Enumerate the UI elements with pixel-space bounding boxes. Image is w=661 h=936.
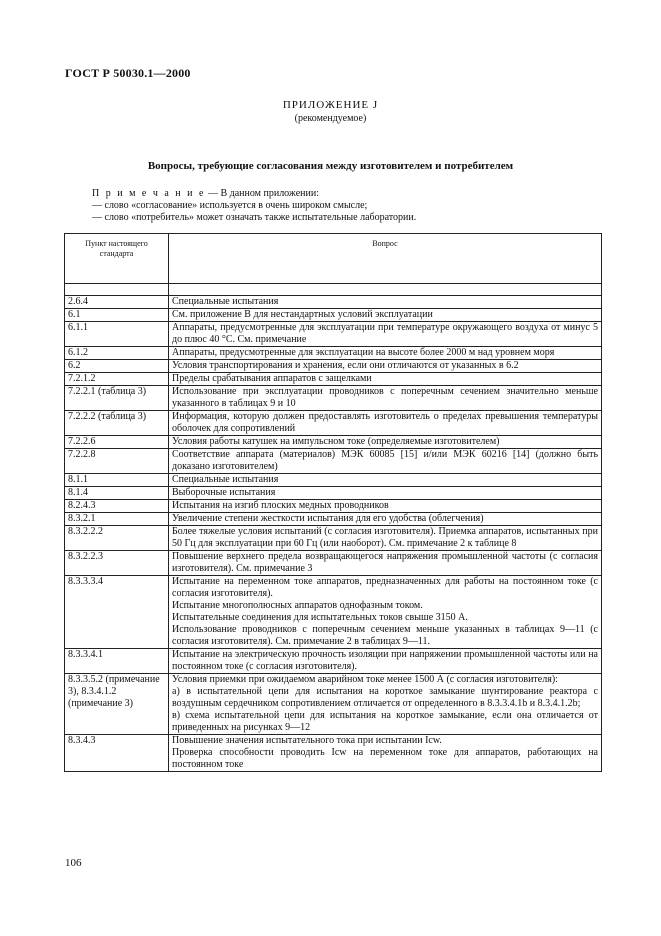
question-cell (169, 674, 602, 735)
table-row (65, 500, 602, 513)
question-line: Выборочные испытания (172, 487, 276, 498)
note-intro-text: — В данном приложении: (205, 188, 319, 199)
question-line: Условия транспортирования и хранения, если они отличаются от указанных в 6.2 (172, 360, 519, 371)
table-row (65, 474, 602, 487)
question-line: Испытательные соединения для испытательных токов свыше 3150 А. (172, 612, 468, 623)
clause-cell: 8.3.3.3.4 (65, 576, 169, 649)
question-cell (169, 500, 602, 513)
clause-cell: 8.3.2.2.2 (65, 526, 169, 551)
clause-cell: 7.2.2.1 (таблица 3) (65, 386, 169, 411)
question-line: Повышение значения испытательного тока при испытании Icw. (172, 735, 442, 746)
question-cell (169, 474, 602, 487)
table-row (65, 296, 602, 309)
table-spacer-row (65, 284, 602, 296)
question-cell (169, 526, 602, 551)
page-number: 106 (65, 857, 82, 869)
question-cell (169, 551, 602, 576)
spacer-cell (169, 284, 602, 296)
section-heading: Вопросы, требующие согласования между изготовителем и потребителем (147, 160, 514, 172)
question-line: Аппараты, предусмотренные для эксплуатации при температуре окружающего воздуха от минус 5 до плюс 40 °С. См. примечание (172, 322, 598, 345)
question-cell (169, 360, 602, 373)
clause-cell: 8.3.3.4.1 (65, 649, 169, 674)
question-cell (169, 576, 602, 649)
question-cell (169, 436, 602, 449)
question-cell (169, 309, 602, 322)
table-row (65, 322, 602, 347)
question-line: Испытание на электрическую прочность изоляции при напряжении промышленной частоты или на постоянном токе (с согласия изготовителя). (172, 649, 598, 672)
clause-cell: 8.1.1 (65, 474, 169, 487)
question-cell (169, 411, 602, 436)
clause-cell: 8.3.4.3 (65, 735, 169, 772)
table-row (65, 576, 602, 649)
question-line: Условия приемки при ожидаемом аварийном токе менее 1500 А (с согласия изготовителя): (172, 674, 558, 685)
table-row (65, 526, 602, 551)
clause-cell: 6.2 (65, 360, 169, 373)
table-row (65, 551, 602, 576)
spacer-cell (65, 284, 169, 296)
agreement-table (64, 233, 602, 772)
appendix-title: ПРИЛОЖЕНИЕ J (282, 99, 379, 111)
table-row (65, 735, 602, 772)
clause-cell: 8.3.3.5.2 (примечание 3), 8.3.4.1.2 (примечание 3) (65, 674, 169, 735)
question-cell (169, 347, 602, 360)
table-body (65, 284, 602, 772)
question-cell (169, 322, 602, 347)
table-row (65, 373, 602, 386)
clause-cell: 6.1 (65, 309, 169, 322)
table-row (65, 649, 602, 674)
table-row (65, 487, 602, 500)
question-cell (169, 296, 602, 309)
question-line: в) схема испытательной цепи для испытания на короткое замыкание, если она отличается от приведенных на рисунках 9—12 (172, 710, 598, 733)
question-line: Условия работы катушек на импульсном токе (определяемые изготовителем) (172, 436, 500, 447)
page-header: ГОСТ Р 50030.1—2000 (65, 66, 191, 80)
table-row (65, 360, 602, 373)
table-row (65, 436, 602, 449)
question-line: Специальные испытания (172, 296, 279, 307)
table-header-row (65, 234, 602, 284)
question-line: Повышение верхнего предела возвращающегося напряжения промышленной частоты (с согласия изготовителя). См. примечание 3 (172, 551, 598, 574)
note-line: — слово «потребитель» может означать также испытательные лаборатории. (92, 212, 417, 223)
clause-cell: 2.6.4 (65, 296, 169, 309)
appendix-subtitle: (рекомендуемое) (294, 113, 367, 124)
question-line: Соответствие аппарата (материалов) МЭК 60085 [15] и/или МЭК 60216 [14] (должно быть доказано изготовителем) (172, 449, 598, 472)
question-line: Специальные испытания (172, 474, 279, 485)
question-line: Испытание на переменном токе аппаратов, предназначенных для работы на постоянном токе (с согласия изготовителя). (172, 576, 598, 599)
question-line: Аппараты, предусмотренные для эксплуатации на высоте более 2000 м над уровнем моря (172, 347, 555, 358)
note-intro (92, 188, 416, 200)
clause-cell: 8.2.4.3 (65, 500, 169, 513)
table-row (65, 513, 602, 526)
question-line: Использование при эксплуатации проводников с поперечным сечением значительно меньше указанного в таблицах 9 и 10 (172, 386, 598, 409)
clause-cell: 7.2.2.2 (таблица 3) (65, 411, 169, 436)
note-block (92, 188, 416, 224)
column-header-clause: Пункт настоящего стандарта (65, 234, 169, 284)
question-cell (169, 513, 602, 526)
clause-cell: 7.2.1.2 (65, 373, 169, 386)
question-cell (169, 649, 602, 674)
clause-cell: 7.2.2.6 (65, 436, 169, 449)
note-line: — слово «согласование» используется в очень широком смысле; (92, 200, 368, 211)
clause-cell: 7.2.2.8 (65, 449, 169, 474)
table-row (65, 347, 602, 360)
question-cell (169, 735, 602, 772)
clause-cell: 6.1.2 (65, 347, 169, 360)
column-header-question: Вопрос (169, 234, 602, 284)
question-line: а) в испытательной цепи для испытания на короткое замыкание шунтирование реактора с воздушным сердечником сопротивлением отличается от определенного в 8.3.3.4.1b и 8.3.4.1.2b; (172, 686, 598, 709)
question-line: Использование проводников с поперечным сечением меньше указанных в таблицах 9—11 (с согласия изготовителя). См. примечание 2 в таблицах 9—11. (172, 624, 598, 647)
question-line: Увеличение степени жесткости испытания для его удобства (облегчения) (172, 513, 484, 524)
question-cell (169, 449, 602, 474)
question-line: Испытания на изгиб плоских медных проводников (172, 500, 389, 511)
question-line: См. приложение B для нестандартных условий эксплуатации (172, 309, 433, 320)
clause-cell: 8.3.2.1 (65, 513, 169, 526)
question-line: Пределы срабатывания аппаратов с защелками (172, 373, 372, 384)
question-line: Более тяжелые условия испытаний (с согласия изготовителя). Приемка аппаратов, испытанных при 50 Гц для эксплуатации при 60 Гц (или наоборот). См. примечание 2 к таблице 8 (172, 526, 598, 549)
table-row (65, 674, 602, 735)
note-label: П р и м е ч а н и е (92, 188, 206, 199)
table-row (65, 309, 602, 322)
question-cell (169, 373, 602, 386)
table-row (65, 449, 602, 474)
question-line: Проверка способности проводить Icw на переменном токе для аппаратов, работающих на постоянном токе (172, 747, 598, 770)
question-line: Информация, которую должен предоставлять изготовитель о пределах превышения температуры оболочек для сопротивлений (172, 411, 598, 434)
question-cell (169, 386, 602, 411)
question-line: Испытание многополюсных аппаратов однофазным током. (172, 600, 423, 611)
clause-cell: 8.1.4 (65, 487, 169, 500)
question-cell (169, 487, 602, 500)
table-row (65, 386, 602, 411)
table-row (65, 411, 602, 436)
clause-cell: 6.1.1 (65, 322, 169, 347)
clause-cell: 8.3.2.2.3 (65, 551, 169, 576)
